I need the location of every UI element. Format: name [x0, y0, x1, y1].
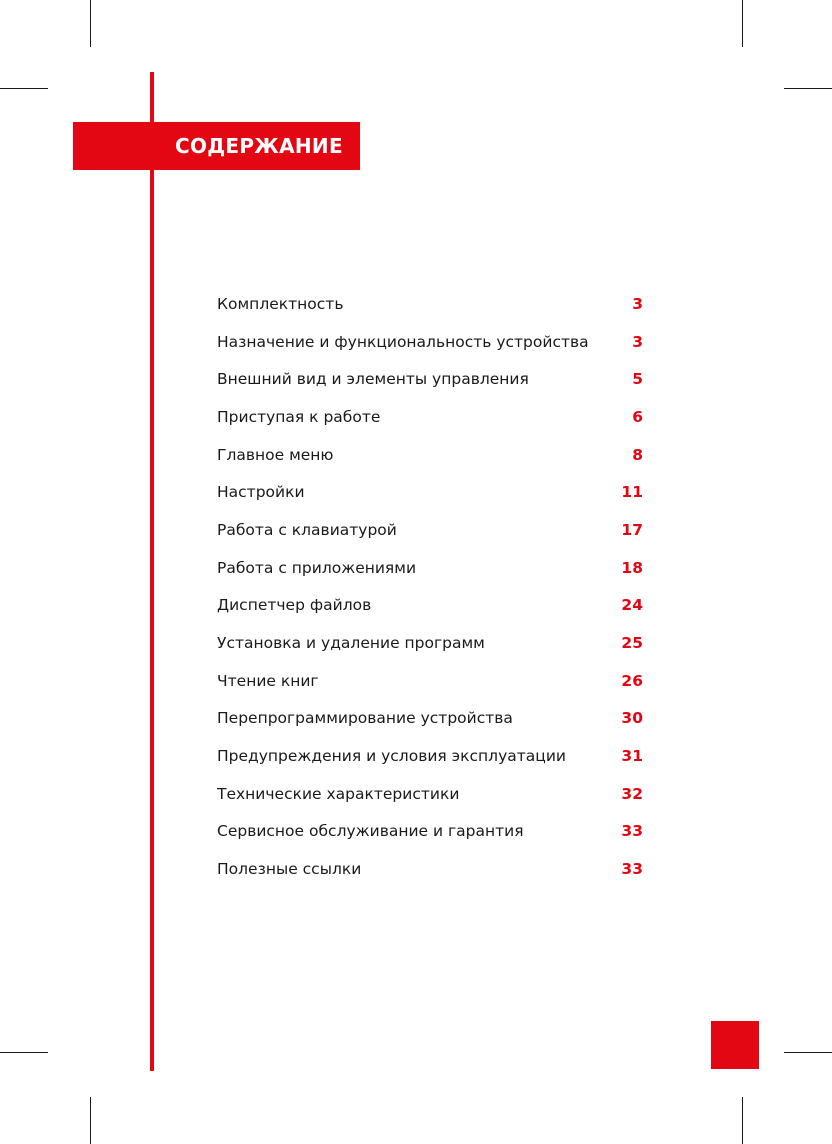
toc-entry-page-number: 25	[621, 634, 643, 653]
toc-entry-page-number: 32	[621, 784, 643, 803]
toc-entry-page-number: 30	[621, 709, 643, 728]
toc-entry-label: Перепрограммирование устройства	[217, 709, 513, 728]
toc-entry[interactable]	[217, 624, 643, 662]
toc-entry[interactable]	[217, 813, 643, 851]
toc-entry[interactable]	[217, 700, 643, 738]
vertical-accent-rule	[150, 72, 154, 1071]
toc-entry[interactable]	[217, 587, 643, 625]
toc-entry[interactable]	[217, 549, 643, 587]
toc-entry[interactable]	[217, 850, 643, 888]
page-title: СОДЕРЖАНИЕ	[175, 134, 343, 158]
toc-entry-page-number: 33	[621, 860, 643, 879]
toc-entry[interactable]	[217, 285, 643, 323]
toc-entry-label: Приступая к работе	[217, 407, 381, 426]
toc-entry-label: Работа с клавиатурой	[217, 520, 397, 539]
toc-entry-page-number: 11	[621, 483, 643, 502]
toc-entry[interactable]	[217, 473, 643, 511]
toc-entry-page-number: 17	[621, 520, 643, 539]
toc-entry-page-number: 3	[632, 332, 643, 351]
toc-entry-label: Внешний вид и элементы управления	[217, 370, 529, 389]
toc-entry-page-number: 8	[632, 445, 643, 464]
toc-entry-label: Полезные ссылки	[217, 860, 362, 879]
crop-mark-right-top	[784, 88, 832, 89]
toc-entry-page-number: 18	[621, 558, 643, 577]
toc-entry[interactable]	[217, 737, 643, 775]
table-of-contents	[217, 285, 643, 888]
toc-entry-page-number: 3	[632, 294, 643, 313]
crop-mark-left-bottom	[0, 1052, 48, 1053]
toc-entry-label: Технические характеристики	[217, 784, 460, 803]
toc-entry-label: Главное меню	[217, 445, 334, 464]
crop-mark-right-bottom	[784, 1052, 832, 1053]
toc-entry[interactable]	[217, 323, 643, 361]
crop-mark-bottom-left	[90, 1097, 91, 1144]
toc-entry-label: Комплектность	[217, 294, 344, 313]
toc-entry-label: Предупреждения и условия эксплуатации	[217, 747, 566, 766]
toc-entry-page-number: 6	[632, 407, 643, 426]
toc-entry-label: Сервисное обслуживание и гарантия	[217, 822, 524, 841]
crop-mark-top-right	[742, 0, 743, 47]
toc-entry[interactable]	[217, 662, 643, 700]
toc-entry[interactable]	[217, 436, 643, 474]
toc-entry-label: Работа с приложениями	[217, 558, 417, 577]
toc-entry-label: Чтение книг	[217, 671, 319, 690]
toc-entry[interactable]	[217, 398, 643, 436]
toc-entry-page-number: 5	[632, 370, 643, 389]
crop-mark-top-left	[90, 0, 91, 47]
toc-entry[interactable]	[217, 511, 643, 549]
toc-entry-label: Назначение и функциональность устройства	[217, 332, 589, 351]
toc-entry-page-number: 24	[621, 596, 643, 615]
toc-entry-page-number: 31	[621, 747, 643, 766]
toc-entry-label: Диспетчер файлов	[217, 596, 372, 615]
crop-mark-bottom-right	[742, 1097, 743, 1144]
toc-entry-page-number: 26	[621, 671, 643, 690]
toc-entry-label: Настройки	[217, 483, 305, 502]
toc-entry[interactable]	[217, 775, 643, 813]
crop-mark-left-top	[0, 88, 48, 89]
corner-accent-square	[711, 1021, 759, 1069]
toc-entry-label: Установка и удаление программ	[217, 634, 485, 653]
toc-entry[interactable]	[217, 360, 643, 398]
toc-entry-page-number: 33	[621, 822, 643, 841]
